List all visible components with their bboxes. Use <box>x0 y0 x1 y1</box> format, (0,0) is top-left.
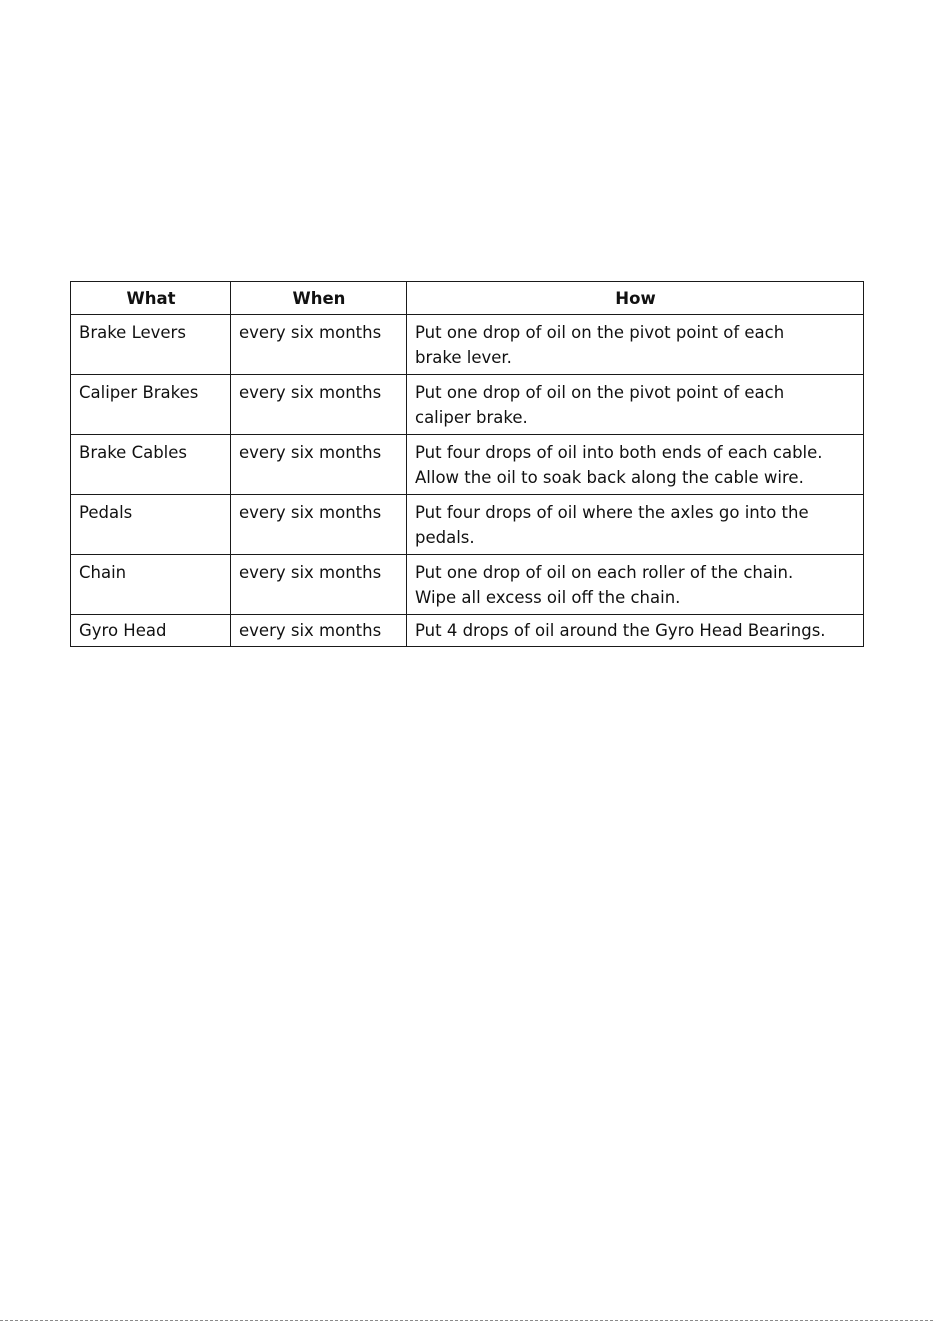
cell-how-line: Put one drop of oil on the pivot point of each <box>415 383 785 402</box>
cell-when: every six months <box>231 375 407 435</box>
table-row <box>71 495 864 555</box>
cell-when: every six months <box>231 495 407 555</box>
cell-how-line: Wipe all excess oil off the chain. <box>415 588 681 607</box>
cell-when: every six months <box>231 615 407 647</box>
header-what: What <box>71 282 231 315</box>
table-row <box>71 435 864 495</box>
cell-what: Pedals <box>71 495 231 555</box>
cell-how-line: Put 4 drops of oil around the Gyro Head Bearings. <box>415 621 826 640</box>
cell-how-line: pedals. <box>415 528 475 547</box>
page-bottom-rule <box>0 1320 933 1321</box>
table-row <box>71 555 864 615</box>
table-row <box>71 315 864 375</box>
cell-how-line: Put four drops of oil where the axles go into the <box>415 503 809 522</box>
cell-how-line: Put four drops of oil into both ends of each cable. <box>415 443 823 462</box>
header-how: How <box>407 282 864 315</box>
cell-what: Gyro Head <box>71 615 231 647</box>
cell-how-line: Put one drop of oil on the pivot point of each <box>415 323 785 342</box>
cell-what: Caliper Brakes <box>71 375 231 435</box>
cell-how-line: caliper brake. <box>415 408 528 427</box>
cell-how <box>407 435 864 495</box>
header-when: When <box>231 282 407 315</box>
cell-how-line: Put one drop of oil on each roller of the chain. <box>415 563 794 582</box>
cell-how-line: Allow the oil to soak back along the cable wire. <box>415 468 804 487</box>
cell-how <box>407 375 864 435</box>
cell-what: Chain <box>71 555 231 615</box>
table-header-row <box>71 282 864 315</box>
cell-when: every six months <box>231 555 407 615</box>
cell-what: Brake Levers <box>71 315 231 375</box>
cell-how <box>407 315 864 375</box>
cell-what: Brake Cables <box>71 435 231 495</box>
cell-how <box>407 555 864 615</box>
table-row <box>71 615 864 647</box>
table-row <box>71 375 864 435</box>
cell-when: every six months <box>231 315 407 375</box>
cell-when: every six months <box>231 435 407 495</box>
cell-how <box>407 495 864 555</box>
cell-how-line: brake lever. <box>415 348 512 367</box>
maintenance-table <box>70 281 864 647</box>
cell-how <box>407 615 864 647</box>
